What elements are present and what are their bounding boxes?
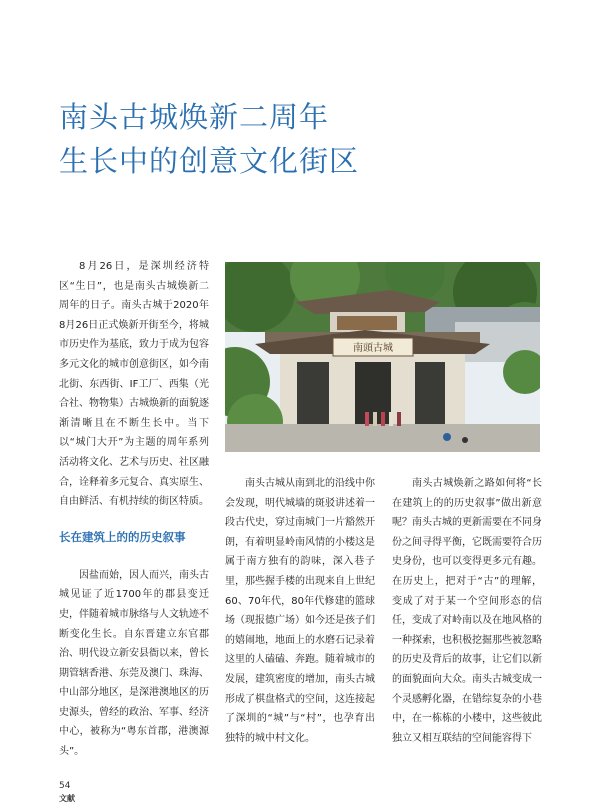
- intro-paragraph: 8月26日，是深圳经济特区“生日”，也是南头古城焕新二周年的日子。南头古城于2020年8月26日正式焕新开街至今，将城市历史作为基底，致力于成为包容多元文化的城市创意街区，如今南北街、东西街、IF工厂、西集（光合社、物物集）古城焕新的面貌逐渐清晰且在不断生长中。当下以“城门大开”为主题的周年系列活动将文化、艺术与历史、社区融合，诠释着多元复合、真实原生、自由鲜活、有机持续的街区特质。: [59, 261, 209, 508]
- title-line-1: 南头古城焕新二周年: [59, 100, 330, 134]
- history-paragraph: 因盐而始，因人而兴，南头古城见证了近1700年的郡县变迁史，伴随着城市脉络与人文轨迹不断变化生长。自东晋建立东官郡治、明代设立新安县衙以来，曾长期管辖香港、东莞及澳门、珠海、中山部分地区，是深港澳地区的历史源头，曾经的政治、军事、经济中心，被称为“粤东首郡，港澳源头”。: [59, 569, 209, 758]
- column-3-paragraph: 南头古城焕新之路如何将“长在建筑上的的历史叙事”做出新意呢？南头古城的更新需要在不同身份之间寻得平衡，它既需要符合历史身份，也可以变得更多元有趣。在历史上，把对于“古”的理解，变成了对于某一个空间形态的信任，变成了对岭南以及在地风格的一种探索，也积极挖掘那些被忽略的历史及背后的故事，让它们以新的面貌面向大众。南头古城变成一个灵感孵化器，在错综复杂的小巷中，在一栋栋的小楼中，这些彼此独立又相互联结的空间能容得下: [392, 478, 542, 744]
- article-title: [59, 95, 519, 183]
- column-2-paragraph: 南头古城从南到北的沿线中你会发现，明代城墙的斑驳讲述着一段古代史，穿过南城门一片豁然开朗，有着明显岭南风情的小楼这是属于南方独有的韵味，深入巷子里，那些握手楼的出现来自上世纪60、70年代，80年代修建的篮球场（现报德广场）如今还是孩子们的嬉闹地，地面上的水磨石记录着这里的人磕磕、奔跑。随着城市的发展，建筑密度的增加，南头古城形成了棋盘格式的空间，这连接起了深圳的“城”与“村”，也孕育出独特的城中村文化。: [225, 478, 375, 744]
- column-3: [392, 474, 542, 748]
- page-number: 54: [59, 781, 71, 791]
- title-line-2: 生长中的创意文化街区: [59, 144, 360, 178]
- column-2: [225, 474, 375, 748]
- south-gate-photo: [225, 262, 540, 452]
- column-1: [59, 257, 209, 762]
- magazine-name: 文献: [59, 793, 75, 803]
- gate-plaque-text: 南頭古城: [353, 343, 393, 354]
- section-heading: 长在建筑上的的历史叙事: [59, 529, 186, 544]
